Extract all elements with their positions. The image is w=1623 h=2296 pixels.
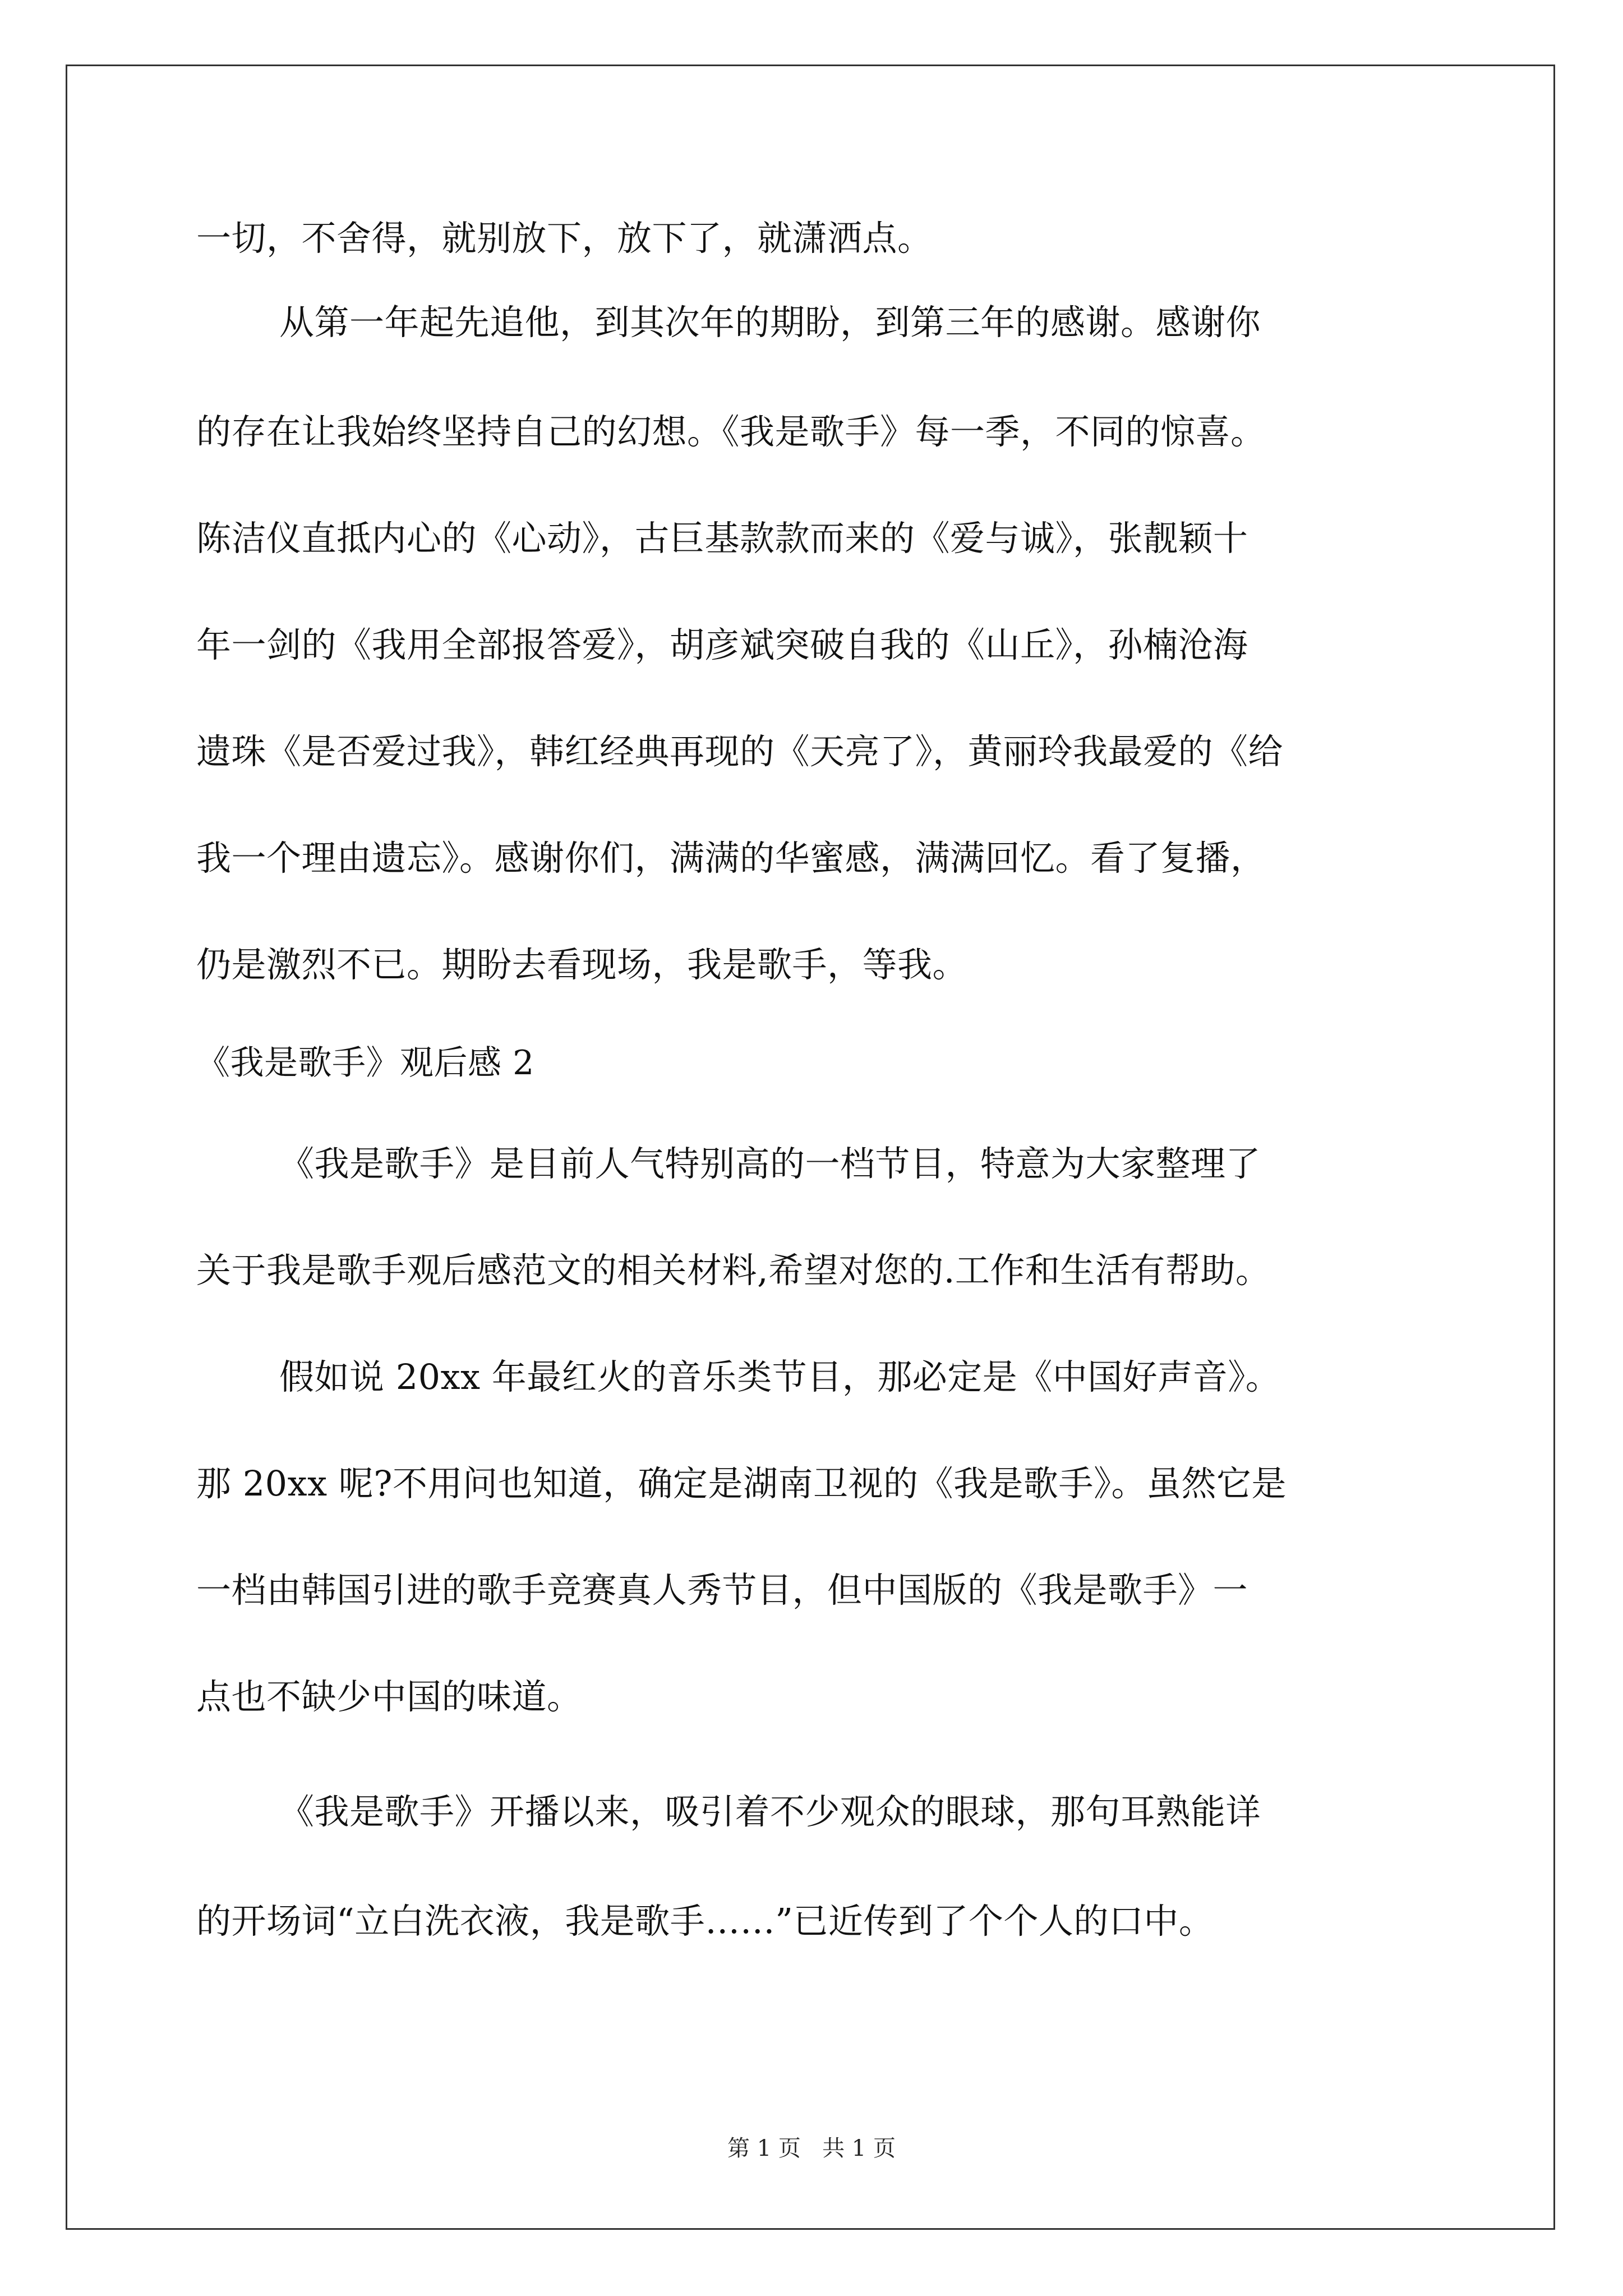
text-line: 《我是歌手》是目前人气特别高的一档节目，特意为大家整理了 <box>279 1143 1261 1184</box>
text-line: 假如说 20xx 年最红火的音乐类节目，那必定是《中国好声音》。 <box>279 1356 1281 1397</box>
text-line: 从第一年起先追他，到其次年的期盼，到第三年的感谢。感谢你 <box>279 302 1261 343</box>
text-line: 点也不缺少中国的味道。 <box>196 1676 582 1717</box>
text-line: 关于我是歌手观后感范文的相关材料,希望对您的.工作和生活有帮助。 <box>196 1250 1271 1291</box>
text-line: 一档由韩国引进的歌手竞赛真人秀节目，但中国版的《我是歌手》一 <box>196 1570 1248 1611</box>
text-line: 的存在让我始终坚持自己的幻想。《我是歌手》每一季，不同的惊喜。 <box>196 411 1266 452</box>
text-line: 我一个理由遗忘》。感谢你们，满满的华蜜感，满满回忆。看了复播， <box>196 838 1266 878</box>
text-line: 《我是歌手》开播以来，吸引着不少观众的眼球，那句耳熟能详 <box>279 1791 1261 1832</box>
text-line: 一切，不舍得，就别放下，放下了，就潇洒点。 <box>196 218 933 259</box>
text-line: 年一剑的《我用全部报答爱》，胡彦斌突破自我的《山丘》，孙楠沧海 <box>196 624 1248 665</box>
text-line: 仍是激烈不已。期盼去看现场，我是歌手，等我。 <box>196 944 968 985</box>
text-line: 陈洁仪直抵内心的《心动》，古巨基款款而来的《爱与诚》，张靓颖十 <box>196 518 1248 559</box>
section-heading: 《我是歌手》观后感 2 <box>196 1043 534 1083</box>
page-number-footer: 第 1 页 共 1 页 <box>727 2136 896 2161</box>
text-line: 的开场词“立白洗衣液，我是歌手……”已近传到了个个人的口中。 <box>196 1901 1214 1941</box>
text-line: 那 20xx 呢?不用问也知道，确定是湖南卫视的《我是歌手》。虽然它是 <box>196 1463 1287 1504</box>
text-line: 遗珠《是否爱过我》，韩红经典再现的《天亮了》，黄丽玲我最爱的《给 <box>196 731 1284 772</box>
